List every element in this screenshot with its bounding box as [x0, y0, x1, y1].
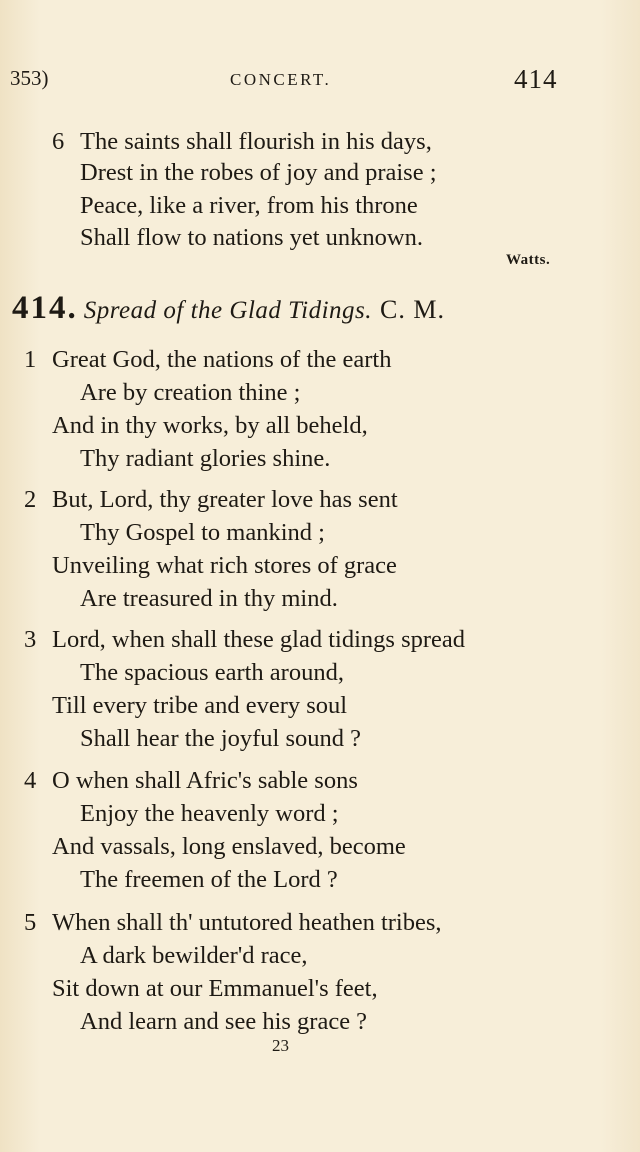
verse-line: Shall hear the joyful sound ?: [80, 725, 362, 752]
verse-line: Peace, like a river, from his throne: [80, 192, 418, 219]
stanza-number: 2: [24, 486, 37, 513]
verse-line: Great God, the nations of the earth: [52, 346, 392, 373]
verse-line: O when shall Afric's sable sons: [52, 767, 358, 794]
stanza-number: 4: [24, 767, 37, 794]
verse-line: Enjoy the heavenly word ;: [80, 800, 339, 827]
verse-line: Thy Gospel to mankind ;: [80, 519, 325, 546]
hymn-heading: [12, 290, 445, 330]
verse-line: Till every tribe and every soul: [52, 692, 348, 719]
hymn-meter: C. M.: [380, 295, 445, 324]
hymn-title: Spread of the Glad Tidings.: [83, 297, 373, 324]
stanza-number: 1: [24, 346, 37, 373]
verse-line: Shall flow to nations yet unknown.: [80, 224, 423, 251]
verse-line: But, Lord, thy greater love has sent: [52, 486, 398, 513]
verse-line: Lord, when shall these glad tidings spread: [52, 626, 466, 653]
stanza-number: 3: [24, 626, 37, 653]
verse-line: And in thy works, by all beheld,: [52, 412, 368, 439]
verse-line: The spacious earth around,: [80, 659, 344, 686]
verse-line: A dark bewilder'd race,: [80, 942, 308, 969]
verse-line: Drest in the robes of joy and praise ;: [80, 159, 437, 186]
verse-line: Are by creation thine ;: [80, 379, 301, 406]
verse-line: The freemen of the Lord ?: [80, 866, 338, 893]
stanza-number: 6: [52, 128, 65, 155]
verse-line: When shall th' untutored heathen tribes,: [52, 909, 442, 936]
verse-line: Unveiling what rich stores of grace: [52, 552, 397, 579]
verse-line: And learn and see his grace ?: [80, 1008, 368, 1035]
verse-line: Are treasured in thy mind.: [80, 585, 338, 612]
running-header: [0, 64, 640, 104]
stanza-number: 5: [24, 909, 37, 936]
header-section-title: CONCERT.: [230, 70, 332, 89]
verse-line: And vassals, long enslaved, become: [52, 833, 406, 860]
header-hymn-number: 414: [514, 64, 558, 94]
header-left-number: 353): [10, 66, 49, 90]
hymn-number: 414.: [12, 290, 78, 326]
verse-line: Thy radiant glories shine.: [80, 445, 331, 472]
verse-line: The saints shall flourish in his days,: [80, 128, 432, 155]
page-number: 23: [272, 1036, 289, 1055]
verse-line: Sit down at our Emmanuel's feet,: [52, 975, 378, 1002]
hymn-attribution: Watts.: [506, 252, 551, 268]
